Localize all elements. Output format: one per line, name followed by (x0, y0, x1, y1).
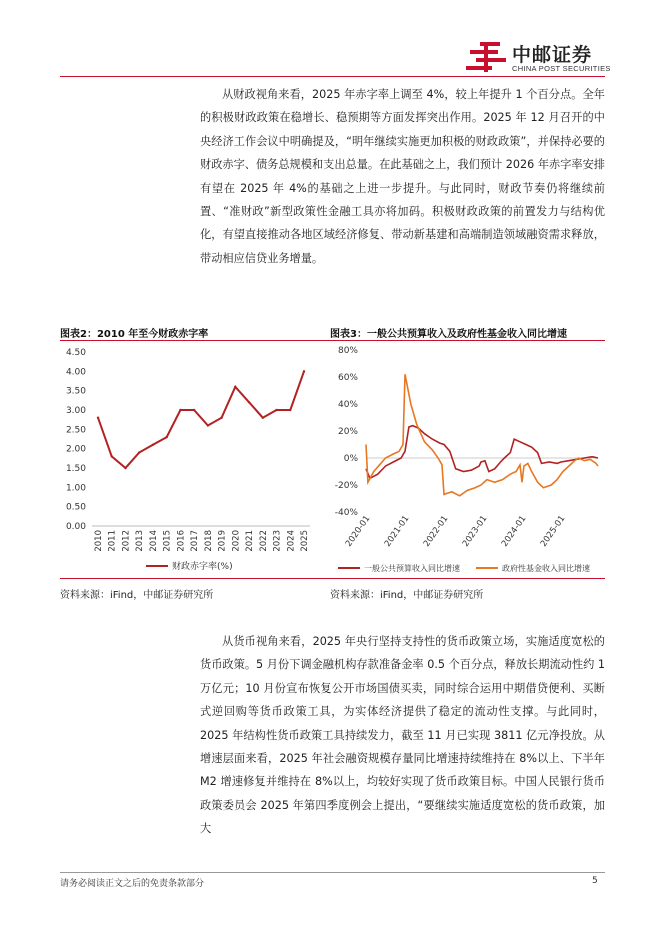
figure-top-divider (60, 340, 605, 341)
deficit-ratio-point (179, 409, 181, 411)
x-tick-label: 2022 (258, 530, 269, 552)
x-tick-label: 2014 (148, 530, 159, 552)
y-tick-label: 40% (337, 400, 358, 410)
footer-divider (60, 872, 605, 873)
x-tick-label: 2024-01 (499, 513, 529, 549)
y-tick-label: 2.00 (65, 444, 86, 455)
legend-label: 财政赤字率(%) (172, 562, 233, 572)
deficit-ratio-point (275, 409, 277, 411)
y-tick-label: 3.00 (65, 406, 86, 416)
x-tick-label: 2021-01 (382, 513, 412, 549)
y-tick-label: 1.00 (65, 483, 86, 494)
deficit-ratio-point (165, 436, 167, 438)
x-tick-label: 2021 (245, 530, 256, 552)
deficit-ratio-point (262, 417, 264, 419)
y-tick-label: 4.50 (65, 348, 86, 358)
deficit-ratio-point (152, 444, 154, 446)
y-tick-label: 60% (337, 373, 358, 383)
y-tick-label: 4.00 (65, 367, 86, 378)
deficit-ratio-point (289, 409, 291, 411)
y-tick-label: -40% (334, 508, 358, 518)
revenue-growth-chart (330, 342, 605, 576)
y-tick-label: 20% (337, 427, 358, 437)
y-tick-label: 1.50 (65, 464, 86, 474)
figure2-title: 图表2：2010 年至今财政赤字率 (60, 329, 209, 340)
y-tick-label: 0.50 (65, 502, 86, 513)
figure3-title: 图表3：一般公共预算收入及政府性基金收入同比增速 (330, 329, 567, 340)
footer-disclaimer: 请务必阅读正文之后的免责条款部分 (60, 879, 205, 889)
china-post-logo-icon (466, 40, 510, 74)
y-tick-label: 3.50 (65, 386, 86, 397)
deficit-ratio-series-line (98, 371, 304, 468)
deficit-ratio-point (303, 370, 305, 372)
company-name-en: CHINA POST SECURITIES (512, 64, 611, 73)
deficit-ratio-point (207, 424, 209, 426)
figure2-source: 资料来源：iFind，中邮证券研究所 (60, 590, 214, 601)
y-tick-label: 80% (337, 346, 358, 356)
x-tick-label: 2025 (300, 530, 310, 552)
x-tick-label: 2011 (107, 530, 118, 552)
x-tick-label: 2020 (231, 530, 242, 552)
x-tick-label: 2015 (162, 530, 173, 552)
deficit-ratio-point (193, 409, 195, 411)
body-paragraph-fiscal: 从财政视角来看，2025 年赤字率上调至 4%，较上年提升 1 个百分点。全年的积极财政政策在稳增长、稳预期等方面发挥突出作用。2025 年 12 月召开的中央经济工作会议中明确提及，“明年继续实施更加积极的财政政策”，并保持必要的财政赤字、债务总规模和支出总量。在此基础之上，我们预计 2026 年赤字率安排有望在 2025 年 4%的基础之上进一步提升。与此同时，财政节奏仍将继续前置、“准财政”新型政策性金融工具亦将加码。积极财政政策的前置发力与结构优化，有望直接推动各地区域经济修复、带动新基建和高端制造领域融资需求释放，带动相应信贷业务增量。 (200, 88, 605, 265)
x-tick-label: 2016 (176, 530, 187, 552)
x-tick-label: 2020-01 (343, 513, 373, 549)
y-tick-label: 0.00 (65, 522, 86, 532)
figure3-source: 资料来源：iFind，中邮证券研究所 (330, 590, 484, 601)
y-tick-label: 0% (343, 454, 358, 464)
x-tick-label: 2010 (94, 530, 104, 552)
x-tick-label: 2018 (203, 530, 214, 552)
x-tick-label: 2023-01 (460, 513, 490, 549)
x-tick-label: 2023 (272, 530, 283, 552)
deficit-ratio-point (124, 467, 126, 469)
deficit-ratio-point (111, 455, 113, 457)
figure-bottom-divider (60, 578, 605, 579)
x-tick-label: 2019 (217, 530, 228, 552)
legend-label: 一般公共预算收入同比增速 (364, 564, 460, 573)
deficit-ratio-point (138, 451, 140, 453)
company-name: 中邮证券 (512, 44, 593, 66)
x-tick-label: 2025-01 (538, 513, 568, 549)
page-number: 5 (592, 876, 598, 886)
deficit-ratio-chart (60, 342, 325, 576)
deficit-ratio-point (220, 417, 222, 419)
deficit-ratio-point (97, 417, 99, 419)
deficit-ratio-point (234, 386, 236, 388)
legend-label: 政府性基金收入同比增速 (502, 564, 590, 573)
body-paragraph-monetary: 从货币视角来看，2025 年央行坚持支持性的货币政策立场，实施适度宽松的货币政策。5 月份下调金融机构存款准备金率 0.5 个百分点，释放长期流动性约 1 万亿元；10 月份宣布恢复公开市场国债买卖，同时综合运用中期借贷便利、买断式逆回购等货币政策工具，为实体经济提供了稳定的流动性支撑。与此同时，2025 年结构性货币政策工具持续发力，截至 11 月已实现 3811 亿元净投放。从增速层面来看，2025 年社会融资规模存量同比增速持续维持在 8%以上、下半年 M2 增速修复并维持在 8%以上，均较好实现了货币政策目标。中国人民银行货币政策委员会 2025 年第四季度例会上提出，“要继续实施适度宽松的货币政策，加大 (200, 635, 605, 836)
x-tick-label: 2024 (286, 530, 297, 552)
x-tick-label: 2017 (190, 530, 201, 552)
x-tick-label: 2022-01 (421, 513, 451, 549)
fund-revenue-series-line (366, 374, 598, 496)
y-tick-label: 2.50 (65, 425, 86, 436)
x-tick-label: 2013 (135, 530, 146, 552)
x-tick-label: 2012 (121, 530, 132, 552)
y-tick-label: -20% (334, 481, 358, 491)
deficit-ratio-point (248, 401, 250, 403)
header-divider (60, 76, 605, 77)
